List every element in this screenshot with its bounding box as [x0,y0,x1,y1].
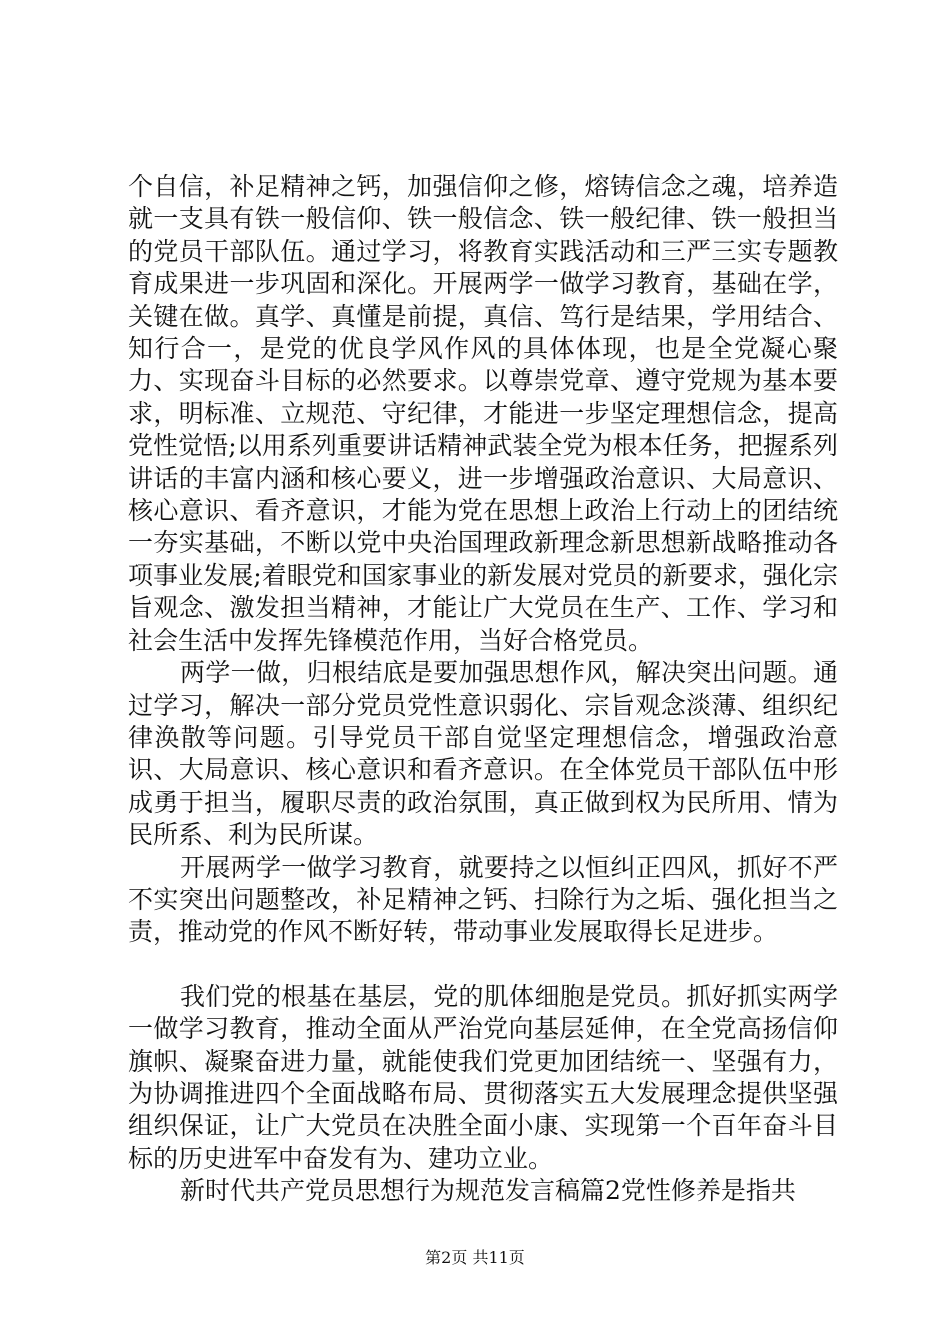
paragraph-spacer [128,949,838,981]
document-body [128,171,838,1208]
paragraph-2: 两学一做，归根结底是要加强思想作风，解决突出问题。通过学习，解决一部分党员党性意识弱化、宗旨观念淡薄、组织纪律涣散等问题。引导党员干部自觉坚定理想信念，增强政治意识、大局意识、核心意识和看齐意识。在全体党员干部队伍中形成勇于担当，履职尽责的政治氛围，真正做到权为民所用、情为民所系、利为民所谋。 [128,658,838,850]
paragraph-3: 开展两学一做学习教育，就要持之以恒纠正四风，抓好不严不实突出问题整改，补足精神之钙、扫除行为之垢、强化担当之责，推动党的作风不断好转，带动事业发展取得长足进步。 [128,852,838,947]
paragraph-1: 个自信，补足精神之钙，加强信仰之修，熔铸信念之魂，培养造就一支具有铁一般信仰、铁一般信念、铁一般纪律、铁一般担当的党员干部队伍。通过学习，将教育实践活动和三严三实专题教育成果进一步巩固和深化。开展两学一做学习教育，基础在学，关键在做。真学、真懂是前提，真信、笃行是结果，学用结合、知行合一，是党的优良学风作风的具体体现，也是全党凝心聚力、实现奋斗目标的必然要求。以尊崇党章、遵守党规为基本要求，明标准、立规范、守纪律，才能进一步坚定理想信念，提高党性觉悟;以用系列重要讲话精神武装全党为根本任务，把握系列讲话的丰富内涵和核心要义，进一步增强政治意识、大局意识、核心意识、看齐意识，才能为党在思想上政治上行动上的团结统一夯实基础，不断以党中央治国理政新理念新思想新战略推动各项事业发展;着眼党和国家事业的新发展对党员的新要求，强化宗旨观念、激发担当精神，才能让广大党员在生产、工作、学习和社会生活中发挥先锋模范作用，当好合格党员。 [128,172,838,655]
paragraph-5: 新时代共产党员思想行为规范发言稿篇2党性修养是指共 [180,1176,796,1206]
page-number-footer: 第2页 共11页 [425,1248,525,1267]
paragraph-4: 我们党的根基在基层，党的肌体细胞是党员。抓好抓实两学一做学习教育，推动全面从严治党向基层延伸，在全党高扬信仰旗帜、凝聚奋进力量，就能使我们党更加团结统一、坚强有力，为协调推进四个全面战略布局、贯彻落实五大发展理念提供坚强组织保证，让广大党员在决胜全面小康、实现第一个百年奋斗目标的历史进军中奋发有为、建功立业。 [128,981,838,1173]
